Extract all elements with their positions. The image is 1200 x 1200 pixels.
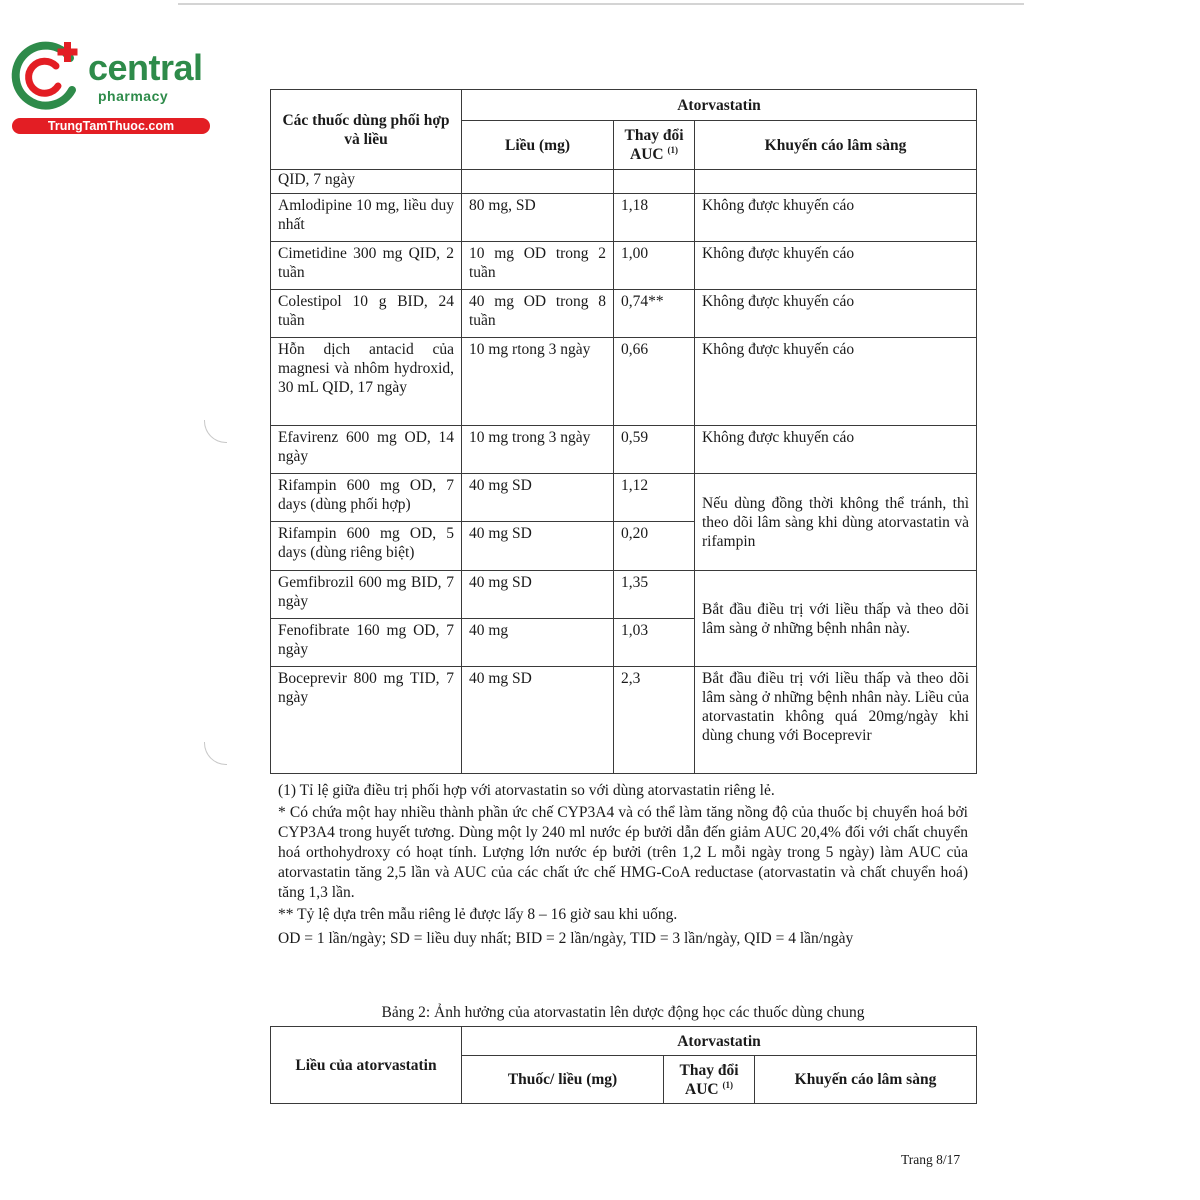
table-row	[271, 338, 977, 426]
table-row	[271, 426, 977, 474]
logo-mark-icon	[10, 38, 90, 112]
punch-hole-mark	[204, 420, 227, 443]
auc-cell: 1,12	[614, 474, 695, 522]
drug-cell: Colestipol 10 g BID, 24 tuần	[271, 290, 462, 338]
header-dose: Liều (mg)	[462, 121, 614, 170]
table-row	[271, 474, 977, 522]
header-atorvastatin: Atorvastatin	[462, 1027, 977, 1056]
drug-cell: Efavirenz 600 mg OD, 14 ngày	[271, 426, 462, 474]
dose-cell: 40 mg SD	[462, 474, 614, 522]
dose-cell	[462, 170, 614, 194]
page-number: Trang 8/17	[901, 1152, 961, 1167]
recommendation-cell: Bắt đầu điều trị với liều thấp và theo dõi lâm sàng ở những bệnh nhân này. Liều của atorvastatin không quá 20mg/ngày khi dùng chung với Boceprevir	[695, 667, 977, 774]
logo-brand-sub: pharmacy	[98, 88, 169, 104]
drug-cell: Boceprevir 800 mg TID, 7 ngày	[271, 667, 462, 774]
dose-cell: 10 mg rtong 3 ngày	[462, 338, 614, 426]
recommendation-cell	[695, 170, 977, 194]
auc-cell: 0,20	[614, 522, 695, 571]
atorvastatin-effect-table	[270, 1026, 977, 1104]
auc-cell: 1,00	[614, 242, 695, 290]
auc-cell: 0,59	[614, 426, 695, 474]
dose-cell: 10 mg trong 3 ngày	[462, 426, 614, 474]
dose-cell: 40 mg SD	[462, 667, 614, 774]
header-coadministered-drug: Các thuốc dùng phối hợp và liều	[271, 90, 462, 170]
table-2-caption: Bảng 2: Ảnh hưởng của atorvastatin lên dược động học các thuốc dùng chung	[381, 1004, 865, 1021]
logo-url-badge: TrungTamThuoc.com	[12, 118, 210, 134]
drug-cell: Rifampin 600 mg OD, 5 days (dùng riêng biệt)	[271, 522, 462, 571]
dose-cell: 10 mg OD trong 2 tuần	[462, 242, 614, 290]
table-row	[271, 194, 977, 242]
header-auc-change: Thay đổi AUC $^{(1)}$	[664, 1056, 755, 1104]
footnote-cyp3a4: * Có chứa một hay nhiều thành phần ức chế CYP3A4 và có thể làm tăng nồng độ của thuốc bị chuyển hoá bởi CYP3A4 trong huyết tương. Dùng một ly 240 ml nước ép bưởi dẫn đến giảm AUC 20,4% đối với chất chuyển hoá orthohydroxy có hoạt tính. Lượng lớn nước ép bưởi (trên 1,2 L mỗi ngày trong 5 ngày) làm AUC của atorvastatin tăng 2,5 lần và AUC của các chất ức chế HMG-CoA reductase (atorvastatin và chất chuyển hoá) tăng 1,3 lần.	[278, 804, 968, 901]
logo-brand-name: central	[88, 47, 203, 88]
punch-hole-mark	[204, 742, 227, 765]
header-clinical-recommendation: Khuyến cáo lâm sàng	[695, 121, 977, 170]
table-row	[271, 667, 977, 774]
auc-cell	[614, 170, 695, 194]
drug-cell: Hỗn dịch antacid của magnesi và nhôm hydroxid, 30 mL QID, 17 ngày	[271, 338, 462, 426]
auc-cell: 2,3	[614, 667, 695, 774]
recommendation-cell: Không được khuyến cáo	[695, 426, 977, 474]
table-row	[271, 242, 977, 290]
header-atorvastatin: Atorvastatin	[462, 90, 977, 121]
footnote-1: (1) Tỉ lệ giữa điều trị phối hợp với atorvastatin so với dùng atorvastatin riêng lẻ.	[278, 782, 775, 799]
central-pharmacy-logo	[10, 38, 215, 138]
drug-cell: Fenofibrate 160 mg OD, 7 ngày	[271, 619, 462, 667]
table-row	[271, 571, 977, 619]
header-clinical-recommendation: Khuyến cáo lâm sàng	[755, 1056, 977, 1104]
drug-cell: Amlodipine 10 mg, liều duy nhất	[271, 194, 462, 242]
auc-cell: 0,74**	[614, 290, 695, 338]
footnote-ratio: ** Tỷ lệ dựa trên mẫu riêng lẻ được lấy 8 – 16 giờ sau khi uống.	[278, 906, 678, 923]
header-drug-dose: Thuốc/ liều (mg)	[462, 1056, 664, 1104]
top-edge-line	[178, 3, 1024, 5]
drug-cell: Rifampin 600 mg OD, 7 days (dùng phối hợp)	[271, 474, 462, 522]
recommendation-cell: Không được khuyến cáo	[695, 194, 977, 242]
recommendation-cell: Bắt đầu điều trị với liều thấp và theo dõi lâm sàng ở những bệnh nhân này.	[695, 571, 977, 667]
table-row	[271, 290, 977, 338]
table-header-row	[271, 1027, 977, 1056]
auc-cell: 0,66	[614, 338, 695, 426]
auc-cell: 1,35	[614, 571, 695, 619]
header-atorvastatin-dose: Liều của atorvastatin	[271, 1027, 462, 1104]
footnote-abbreviations: OD = 1 lần/ngày; SD = liều duy nhất; BID = 2 lần/ngày, TID = 3 lần/ngày, QID = 4 lần/ngày	[278, 930, 854, 947]
recommendation-cell: Không được khuyến cáo	[695, 242, 977, 290]
drug-cell: Cimetidine 300 mg QID, 2 tuần	[271, 242, 462, 290]
recommendation-cell: Không được khuyến cáo	[695, 290, 977, 338]
dose-cell: 40 mg OD trong 8 tuần	[462, 290, 614, 338]
header-auc-change: Thay đổi AUC $^{(1)}$	[614, 121, 695, 170]
dose-cell: 80 mg, SD	[462, 194, 614, 242]
table-footnotes	[278, 781, 968, 949]
dose-cell: 40 mg	[462, 619, 614, 667]
auc-cell: 1,03	[614, 619, 695, 667]
recommendation-cell: Không được khuyến cáo	[695, 338, 977, 426]
drug-cell: Gemfibrozil 600 mg BID, 7 ngày	[271, 571, 462, 619]
table-header-row	[271, 90, 977, 121]
drug-cell: QID, 7 ngày	[271, 170, 462, 194]
dose-cell: 40 mg SD	[462, 522, 614, 571]
table-row	[271, 170, 977, 194]
dose-cell: 40 mg SD	[462, 571, 614, 619]
auc-cell: 1,18	[614, 194, 695, 242]
interaction-table	[270, 89, 977, 774]
recommendation-cell: Nếu dùng đồng thời không thể tránh, thì theo dõi lâm sàng khi dùng atorvastatin và rifampin	[695, 474, 977, 571]
